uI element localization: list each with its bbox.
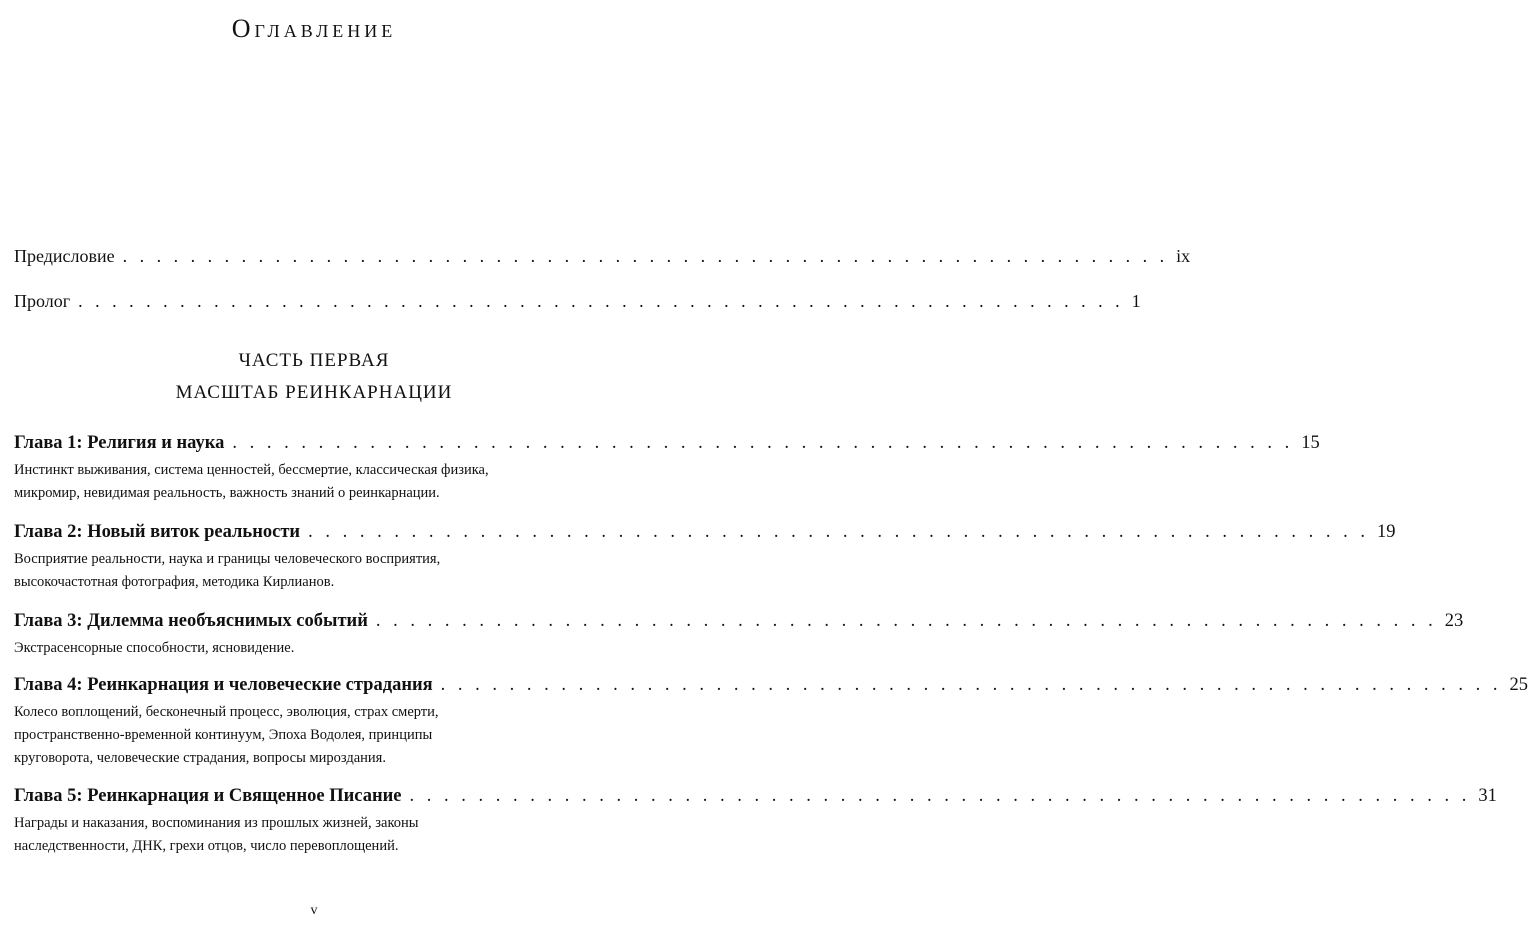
toc-chapter-4 [14, 675, 1528, 696]
description-line: высокочастотная фотография, методика Кирлианов. [14, 574, 335, 590]
chapter-page: 25 [1509, 675, 1528, 695]
description-line: Инстинкт выживания, система ценностей, бессмертие, классическая физика, [14, 462, 489, 478]
leader-dots: . . . . . . . . . . . . . . . . . . . . . . . . . . . . . . . . . . . . . . . . . . . . . . . . . . . . . . . . . . . . . . [308, 522, 1369, 542]
leader-dots: . . . . . . . . . . . . . . . . . . . . . . . . . . . . . . . . . . . . . . . . . . . . . . . . . . . . . . . . . . . . . . [122, 246, 1169, 266]
leader-dots: . . . . . . . . . . . . . . . . . . . . . . . . . . . . . . . . . . . . . . . . . . . . . . . . . . . . . . . . . . . . . . [232, 433, 1294, 453]
toc-chapter-5 [14, 786, 1497, 807]
chapter-2-description [14, 548, 614, 594]
toc-entry-page: 1 [1131, 291, 1141, 311]
toc-chapter-2 [14, 522, 1396, 543]
leader-dots: . . . . . . . . . . . . . . . . . . . . . . . . . . . . . . . . . . . . . . . . . . . . . . . . . . . . . . . . . . . . . . [78, 291, 1124, 311]
chapter-title: Глава 2: Новый виток реальности [14, 522, 301, 542]
page-number: v [310, 903, 318, 918]
toc-entry-preface [14, 246, 1191, 267]
chapter-1-description [14, 459, 614, 505]
description-line: микромир, невидимая реальность, важность знаний о реинкарнации. [14, 485, 440, 501]
toc-entry-label: Предисловие [14, 246, 115, 266]
toc-entry-page: ix [1176, 246, 1191, 266]
description-line: Экстрасенсорные способности, ясновидение. [14, 640, 295, 656]
toc-entry-prologue [14, 291, 1141, 312]
description-line: Награды и наказания, воспоминания из прошлых жизней, законы [14, 815, 419, 831]
chapter-page: 31 [1478, 786, 1497, 806]
chapter-page: 23 [1444, 611, 1464, 631]
chapter-title: Глава 1: Религия и наука [14, 433, 225, 453]
chapter-title: Глава 5: Реинкарнация и Священное Писание [14, 786, 402, 806]
description-line: пространственно-временной континуум, Эпоха Водолея, принципы [14, 727, 433, 743]
part-heading-title: МАСШТАБ РЕИНКАРНАЦИИ [175, 382, 453, 403]
chapter-5-description [14, 812, 614, 858]
page-title: Оглавление [231, 14, 397, 43]
description-line: наследственности, ДНК, грехи отцов, число перевоплощений. [14, 838, 399, 854]
description-line: Колесо воплощений, бесконечный процесс, эволюция, страх смерти, [14, 704, 439, 720]
chapter-4-description [14, 701, 614, 770]
leader-dots: . . . . . . . . . . . . . . . . . . . . . . . . . . . . . . . . . . . . . . . . . . . . . . . . . . . . . . . . . . . . . . [375, 611, 1437, 631]
description-line: Восприятие реальности, наука и границы человеческого восприятия, [14, 551, 441, 567]
chapter-page: 19 [1376, 522, 1396, 542]
part-heading-number: ЧАСТЬ ПЕРВАЯ [238, 350, 390, 371]
leader-dots: . . . . . . . . . . . . . . . . . . . . . . . . . . . . . . . . . . . . . . . . . . . . . . . . . . . . . . . . . . . . . . [440, 675, 1502, 695]
toc-chapter-3 [14, 611, 1464, 632]
toc-chapter-1 [14, 433, 1320, 454]
description-line: круговорота, человеческие страдания, вопросы мироздания. [14, 750, 386, 766]
chapter-title: Глава 3: Дилемма необъяснимых событий [14, 611, 368, 631]
chapter-3-description [14, 637, 614, 660]
chapter-title: Глава 4: Реинкарнация и человеческие страдания [14, 675, 433, 695]
leader-dots: . . . . . . . . . . . . . . . . . . . . . . . . . . . . . . . . . . . . . . . . . . . . . . . . . . . . . . . . . . . . . . [409, 786, 1471, 806]
chapter-page: 15 [1301, 433, 1320, 453]
toc-entry-label: Пролог [14, 291, 71, 311]
